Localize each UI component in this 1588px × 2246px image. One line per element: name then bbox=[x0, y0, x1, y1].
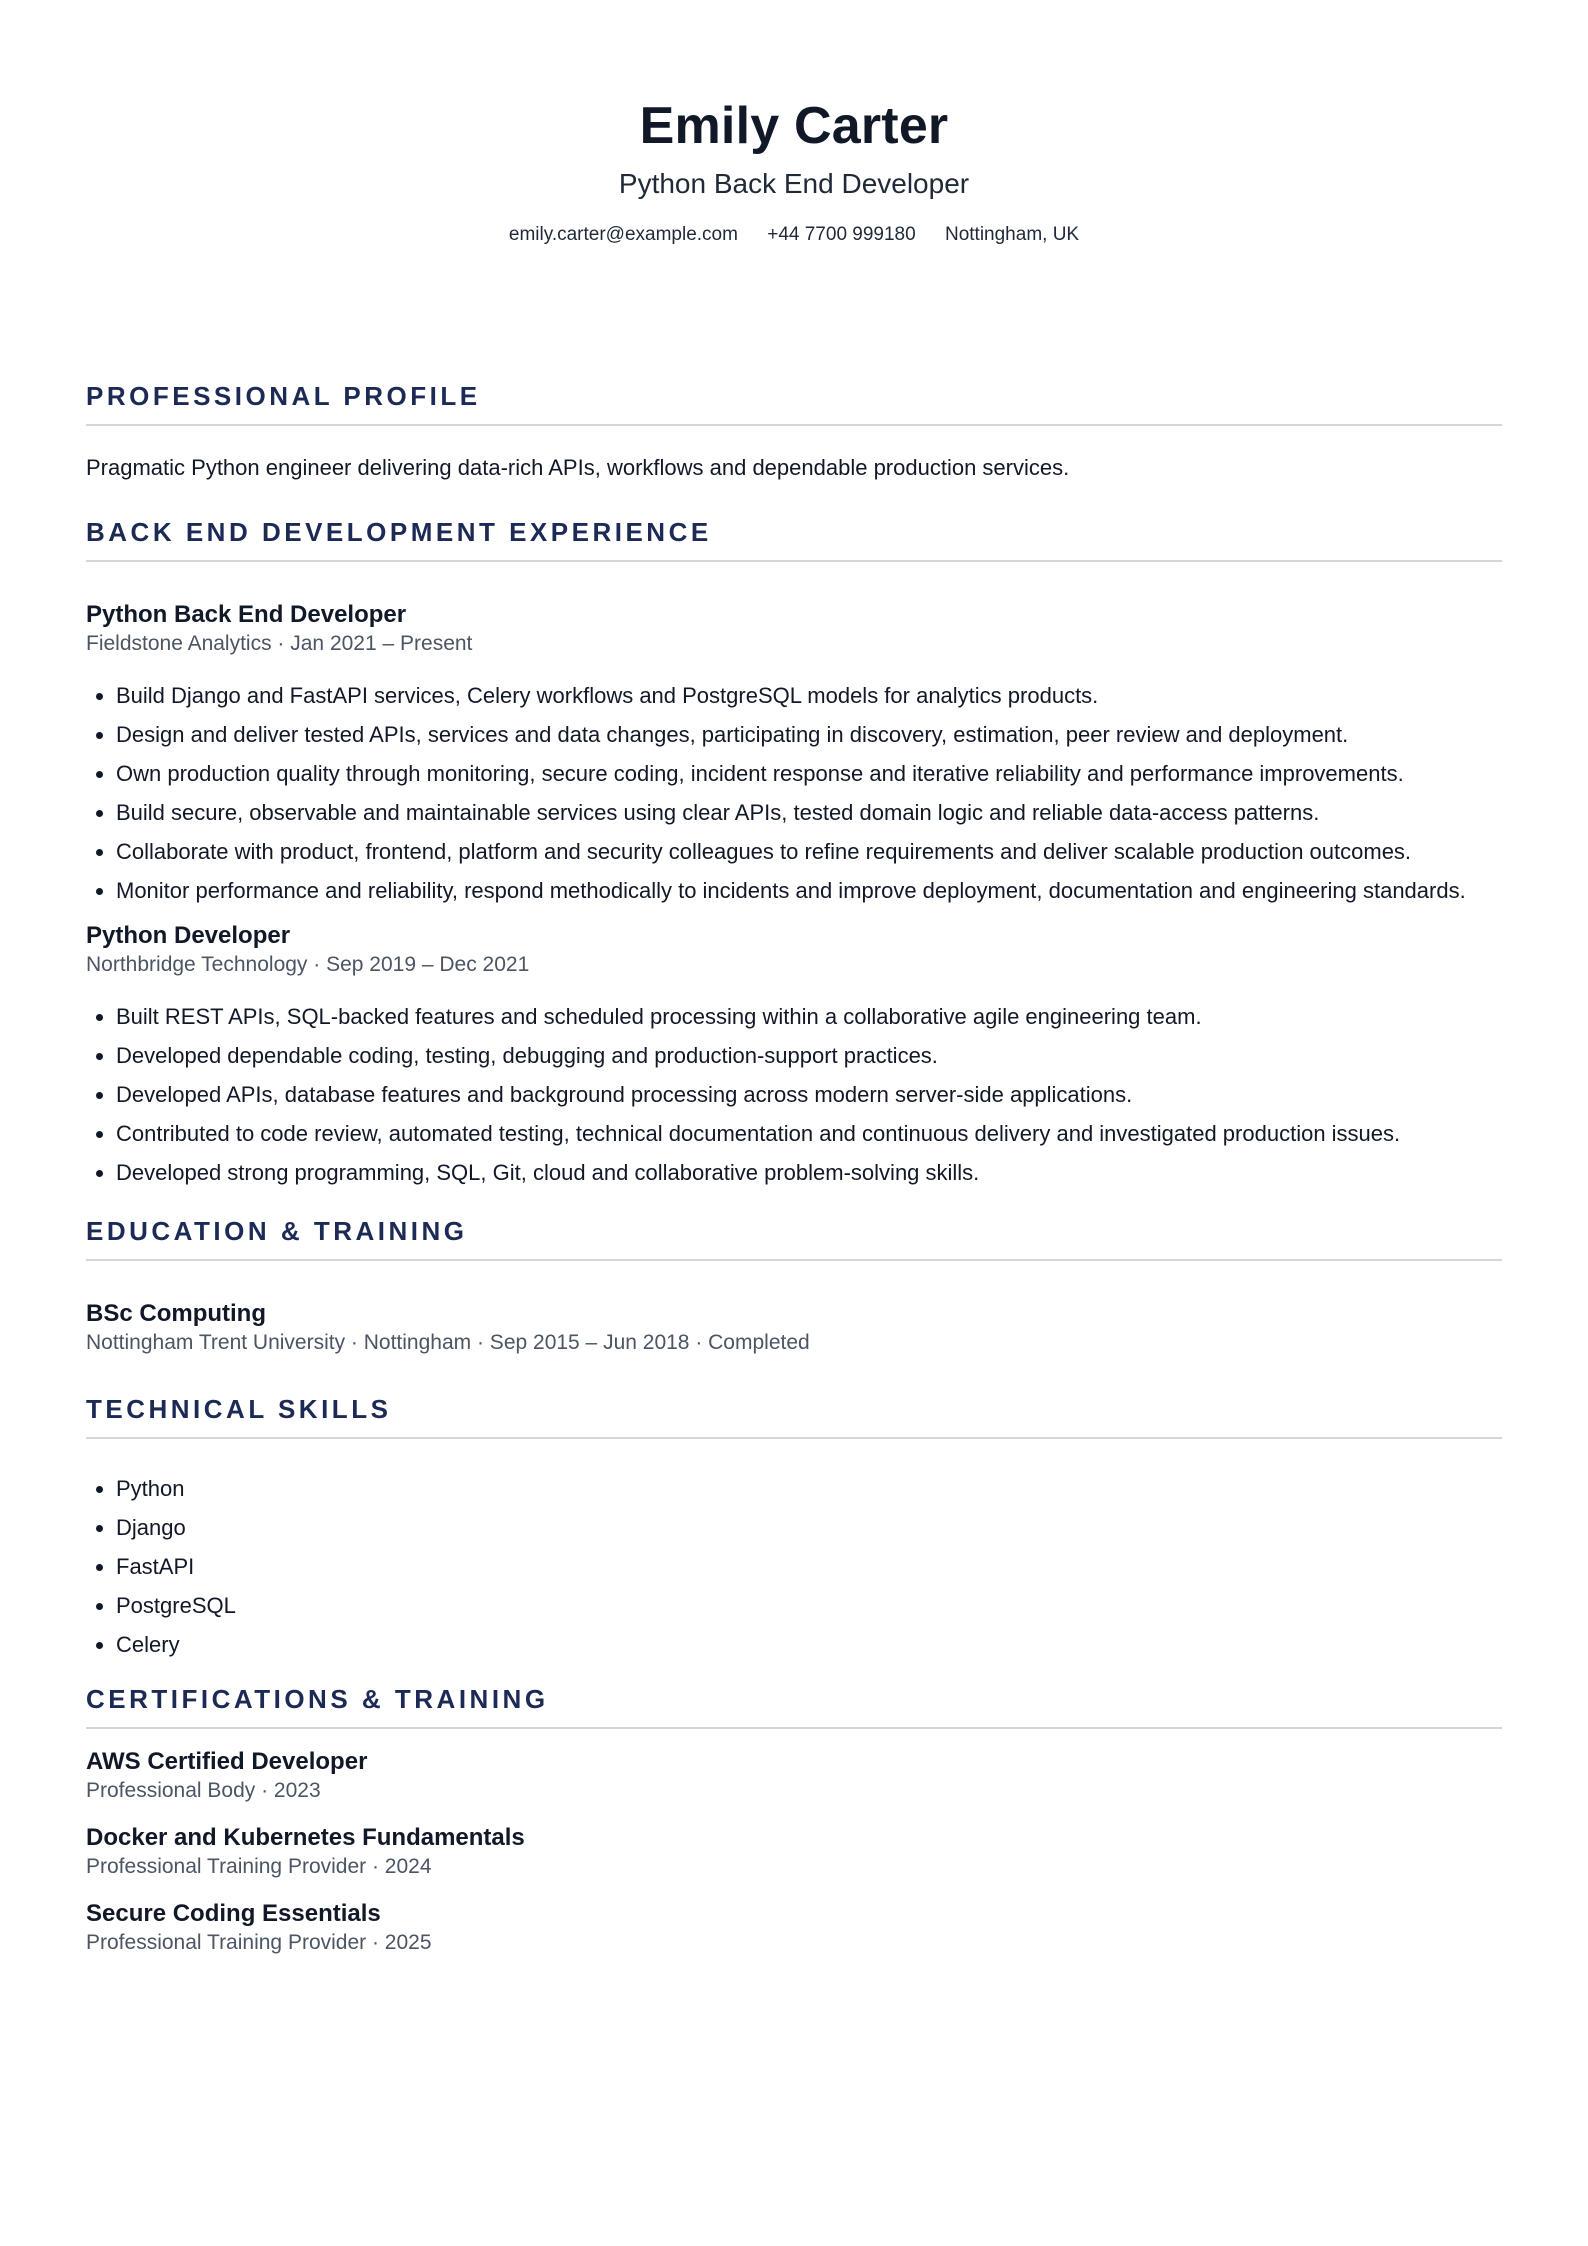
certification-meta: Professional Body · 2023 bbox=[86, 1779, 321, 1802]
education-degree: BSc Computing bbox=[86, 1300, 266, 1327]
certification-meta: Professional Training Provider · 2024 bbox=[86, 1855, 432, 1878]
section-divider bbox=[86, 1259, 1502, 1261]
resume-header bbox=[86, 0, 1502, 248]
skill-item: • Python bbox=[116, 1473, 1502, 1505]
job-role: Python Back End Developer bbox=[86, 601, 407, 628]
job-bullet: • Monitor performance and reliability, respond methodically to incidents and improve deployment, documentation and engineering standards. bbox=[116, 875, 1502, 907]
job-bullets bbox=[86, 680, 1502, 907]
section-divider bbox=[86, 1437, 1502, 1439]
section-title-education: EDUCATION & TRAINING bbox=[86, 1216, 468, 1246]
contact-line bbox=[86, 222, 1502, 248]
section-title-profile: PROFESSIONAL PROFILE bbox=[86, 381, 481, 411]
section-certifications bbox=[86, 1683, 1502, 1957]
section-education bbox=[86, 1215, 1502, 1357]
section-experience bbox=[86, 516, 1502, 1189]
job-bullet: • Collaborate with product, frontend, platform and security colleagues to refine requirements and deliver scalable production outcomes. bbox=[116, 836, 1502, 868]
skill-item: • Django bbox=[116, 1512, 1502, 1544]
job-bullet: • Developed dependable coding, testing, debugging and production-support practices. bbox=[116, 1040, 1502, 1072]
job-bullet: • Developed APIs, database features and background processing across modern server-side applications. bbox=[116, 1079, 1502, 1111]
section-title-experience: BACK END DEVELOPMENT EXPERIENCE bbox=[86, 517, 712, 547]
section-divider bbox=[86, 424, 1502, 426]
section-title-certifications: CERTIFICATIONS & TRAINING bbox=[86, 1684, 549, 1714]
certification-name: AWS Certified Developer bbox=[86, 1748, 368, 1775]
job-bullet: • Built REST APIs, SQL-backed features and scheduled processing within a collaborative agile engineering team. bbox=[116, 1001, 1502, 1033]
job-meta: Fieldstone Analytics · Jan 2021 – Present bbox=[86, 632, 473, 655]
certification-entry bbox=[86, 1747, 1502, 1805]
section-divider bbox=[86, 560, 1502, 562]
job-bullet: • Design and deliver tested APIs, services and data changes, participating in discovery, estimation, peer review and deployment. bbox=[116, 719, 1502, 751]
candidate-headline: Python Back End Developer bbox=[618, 168, 970, 199]
profile-summary: Pragmatic Python engineer delivering data-rich APIs, workflows and dependable production services. bbox=[86, 455, 1070, 480]
job-bullet: • Build Django and FastAPI services, Celery workflows and PostgreSQL models for analytics products. bbox=[116, 680, 1502, 712]
skill-item: • PostgreSQL bbox=[116, 1590, 1502, 1622]
section-profile bbox=[86, 380, 1502, 484]
skills-list bbox=[86, 1473, 1502, 1661]
job-bullets bbox=[86, 1001, 1502, 1189]
job-bullet: • Build secure, observable and maintainable services using clear APIs, tested domain logic and reliable data-access patterns. bbox=[116, 797, 1502, 829]
job-bullet: • Contributed to code review, automated testing, technical documentation and continuous delivery and investigated production issues. bbox=[116, 1118, 1502, 1150]
skill-item: • FastAPI bbox=[116, 1551, 1502, 1583]
skill-item: • Celery bbox=[116, 1629, 1502, 1661]
job-meta: Northbridge Technology · Sep 2019 – Dec 2021 bbox=[86, 953, 530, 976]
certification-entry bbox=[86, 1823, 1502, 1881]
job-entry bbox=[86, 921, 1502, 1189]
job-bullet: • Developed strong programming, SQL, Git, cloud and collaborative problem-solving skills. bbox=[116, 1157, 1502, 1189]
job-role: Python Developer bbox=[86, 922, 291, 949]
section-divider bbox=[86, 1727, 1502, 1729]
certification-entry bbox=[86, 1899, 1502, 1957]
contact-email: emily.carter@example.com bbox=[508, 224, 738, 245]
section-skills bbox=[86, 1393, 1502, 1661]
job-entry bbox=[86, 600, 1502, 907]
certification-name: Docker and Kubernetes Fundamentals bbox=[86, 1824, 525, 1851]
certification-name: Secure Coding Essentials bbox=[86, 1900, 381, 1927]
certification-meta: Professional Training Provider · 2025 bbox=[86, 1931, 432, 1954]
section-title-skills: TECHNICAL SKILLS bbox=[86, 1394, 392, 1424]
contact-phone: +44 7700 999180 bbox=[767, 224, 916, 245]
job-bullet: • Own production quality through monitoring, secure coding, incident response and iterative reliability and performance improvements. bbox=[116, 758, 1502, 790]
education-meta: Nottingham Trent University · Nottingham · Sep 2015 – Jun 2018 · Completed bbox=[86, 1331, 810, 1354]
candidate-name: Emily Carter bbox=[639, 97, 949, 155]
contact-location: Nottingham, UK bbox=[944, 224, 1080, 245]
